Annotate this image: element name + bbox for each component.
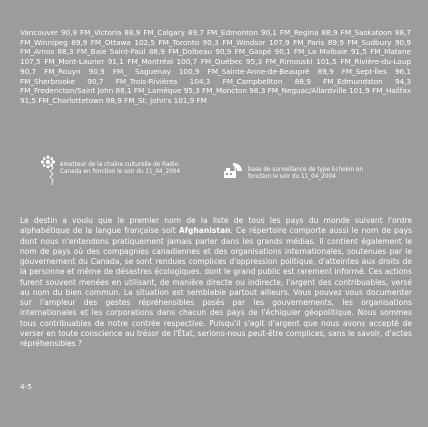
- surveillance-base-icon: [223, 162, 243, 179]
- legend-cbc-transmitter: émetteur de la chaîne culturelle de Radio-Canada en fonction le soir du 11_04_2004: [60, 162, 181, 176]
- radio-wave-icon: [47, 159, 56, 185]
- main-paragraph: [20, 216, 412, 349]
- legend-echelon-base: base de surveillance de type Echelon en fonction le soir du 11_04_2004: [248, 167, 364, 181]
- highlight-country-name: Afghanistan: [178, 226, 231, 236]
- station-list: Vancouver 90,9 FM_Victoria 88,9 FM_Calgary 89,7 FM_Edmonton 90,1 FM_Regina 88,9 FM_Saskatoon 88,7 FM_Winnipeg 89,9 FM_Ottawa 102,5 FM_Toronto 90,3 FM_Windsor 107,9 FM_Paris 89,9 FM_Sudbury 90,9 FM_Amos 88,3 FM_Baie Saint-Paul 88,9 FM_Dolbeau 90,9 FM_Gaspé 90,1 FM_La Malbaie 91,5 FM_Matane 107,5 FM_Mont-Laurier 91,1 FM_Montréal 100,7 FM_Québec 95,3 FM_Rimouski 101,5 FM_Rivière-du-Loup 90,7 FM_Rouyn 90,9 FM_ Saguenay 100,9 FM_Sainte-Anne-de-Beaupré 89,9 FM_Sept-Îles 96,1 FM_Sherbrooke 90,7 FM_Trois-Rivières 104,3 FM_Campbellton 88,9 FM_Edmundston 94,3 FM_Fredericton/Saint John 88,1 FM_Lamèque 95,3 FM_Moncton 98,3 FM_Neguac/Allardville 101,9 FM_Halifax 91,5 FM_Charlottetown 88,9 FM_St. John's 101,9 FM: [20, 28, 411, 105]
- page-number: 4-5: [20, 382, 32, 391]
- main-paragraph-intro: Le destin a voulu que le premier nom de la liste de tous les pays du monde suivant l'ordre alphabétique de la langue française soit: [20, 216, 412, 236]
- main-paragraph-body: . Ce répertoire comporte aussi le nom de pays dont nous n'entendons pratiquement jamais parler dans les grands médias. Il contient également le nom de pays où des compagnies canadiennes et des organisations internationales, soutenues par le gouvernement du Canada, se sont rendues complices d'oppression politique, d'atteintes aux droits de la personne et même de désastres écologiques. dont le grand public est rarement informé. Ces actions furent souvent menées en utilisant, de manière directe ou indirecte, l'argent des contribuables, versé au nom du bien commun. La situation est semblable partout ailleurs. Vous pouvez vous documenter sur l'ampleur des gestes répréhensibles posés par les gouvernements, les organisations internationales et les corporations dans chacun des pays de l'échiquier géopolitique. Nous sommes tous contribuables de notre contrée respective. Puisqu'il s'agit d'argent que nous avons accepté de verser en toute conscience au trésor de l'État, serions-nous peut-être complices, sans le savoir, d'actes répréhensibles ?: [20, 226, 412, 348]
